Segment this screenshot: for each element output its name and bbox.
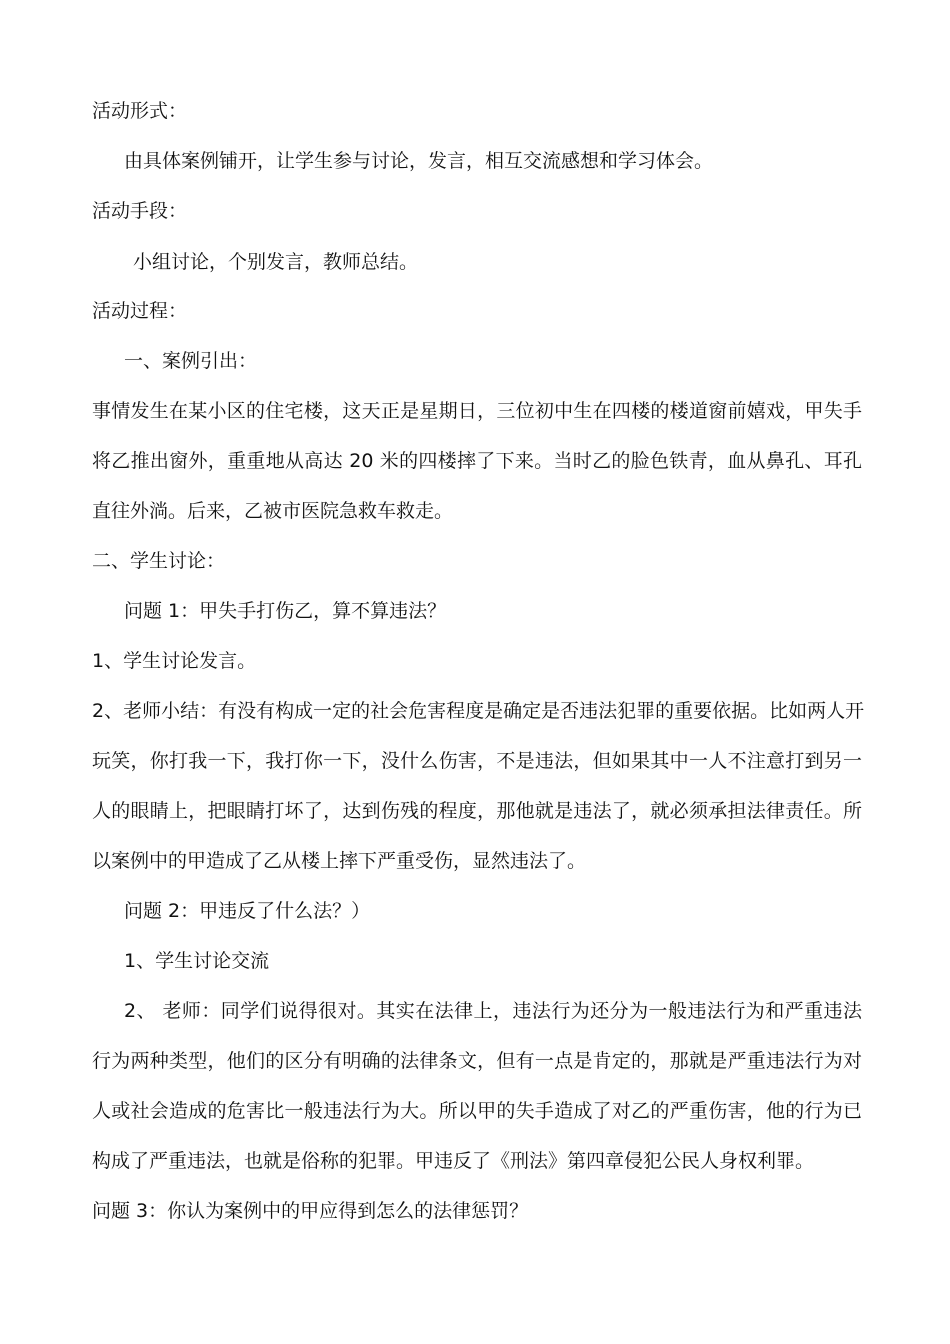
teacher-comment-line: 构成了严重违法，也就是俗称的犯罪。甲违反了《刑法》第四章侵犯公民人身权利罪。 [92, 1150, 815, 1172]
question-1: 问题 1：甲失手打伤乙，算不算违法？ [124, 600, 447, 622]
heading-activity-means: 活动手段： [92, 200, 188, 222]
teacher-summary-line: 人的眼睛上，把眼睛打坏了，达到伤残的程度，那他就是违法了，就必须承担法律责任。所 [92, 800, 862, 822]
teacher-summary-line: 玩笑，你打我一下，我打你一下，没什么伤害，不是违法，但如果其中一人不注意打到另一 [92, 750, 862, 772]
case-paragraph-line: 将乙推出窗外，重重地从高达 20 米的四楼摔了下来。当时乙的脸色铁青，血从鼻孔、耳孔 [92, 450, 862, 472]
case-paragraph-line: 事情发生在某小区的住宅楼，这天正是星期日，三位初中生在四楼的楼道窗前嬉戏，甲失手 [92, 400, 862, 422]
step-student-exchange: 1、学生讨论交流 [124, 950, 270, 972]
heading-activity-form: 活动形式： [92, 100, 188, 122]
step-student-discussion: 1、学生讨论发言。 [92, 650, 257, 672]
heading-activity-process: 活动过程： [92, 300, 188, 322]
section-case-intro: 一、案例引出： [124, 350, 258, 372]
question-3: 问题 3：你认为案例中的甲应得到怎么的法律惩罚？ [92, 1200, 529, 1222]
teacher-summary-line: 2、老师小结：有没有构成一定的社会危害程度是确定是否违法犯罪的重要依据。比如两人开 [92, 700, 865, 722]
teacher-comment-line: 行为两种类型，他们的区分有明确的法律条文，但有一点是肯定的，那就是严重违法行为对 [92, 1050, 862, 1072]
question-2: 问题 2：甲违反了什么法？） [124, 900, 371, 922]
case-paragraph-line: 直往外淌。后来，乙被市医院急救车救走。 [92, 500, 454, 522]
activity-means-text: 小组讨论，个别发言，教师总结。 [133, 251, 419, 273]
teacher-summary-line: 以案例中的甲造成了乙从楼上摔下严重受伤，显然违法了。 [92, 850, 587, 872]
section-student-discussion: 二、学生讨论： [92, 550, 226, 572]
teacher-comment-line: 人或社会造成的危害比一般违法行为大。所以甲的失手造成了对乙的严重伤害，他的行为已 [92, 1100, 862, 1122]
teacher-comment-line: 2、 老师：同学们说得很对。其实在法律上，违法行为还分为一般违法行为和严重违法 [124, 1000, 862, 1022]
activity-form-text: 由具体案例铺开，让学生参与讨论，发言，相互交流感想和学习体会。 [124, 150, 714, 172]
